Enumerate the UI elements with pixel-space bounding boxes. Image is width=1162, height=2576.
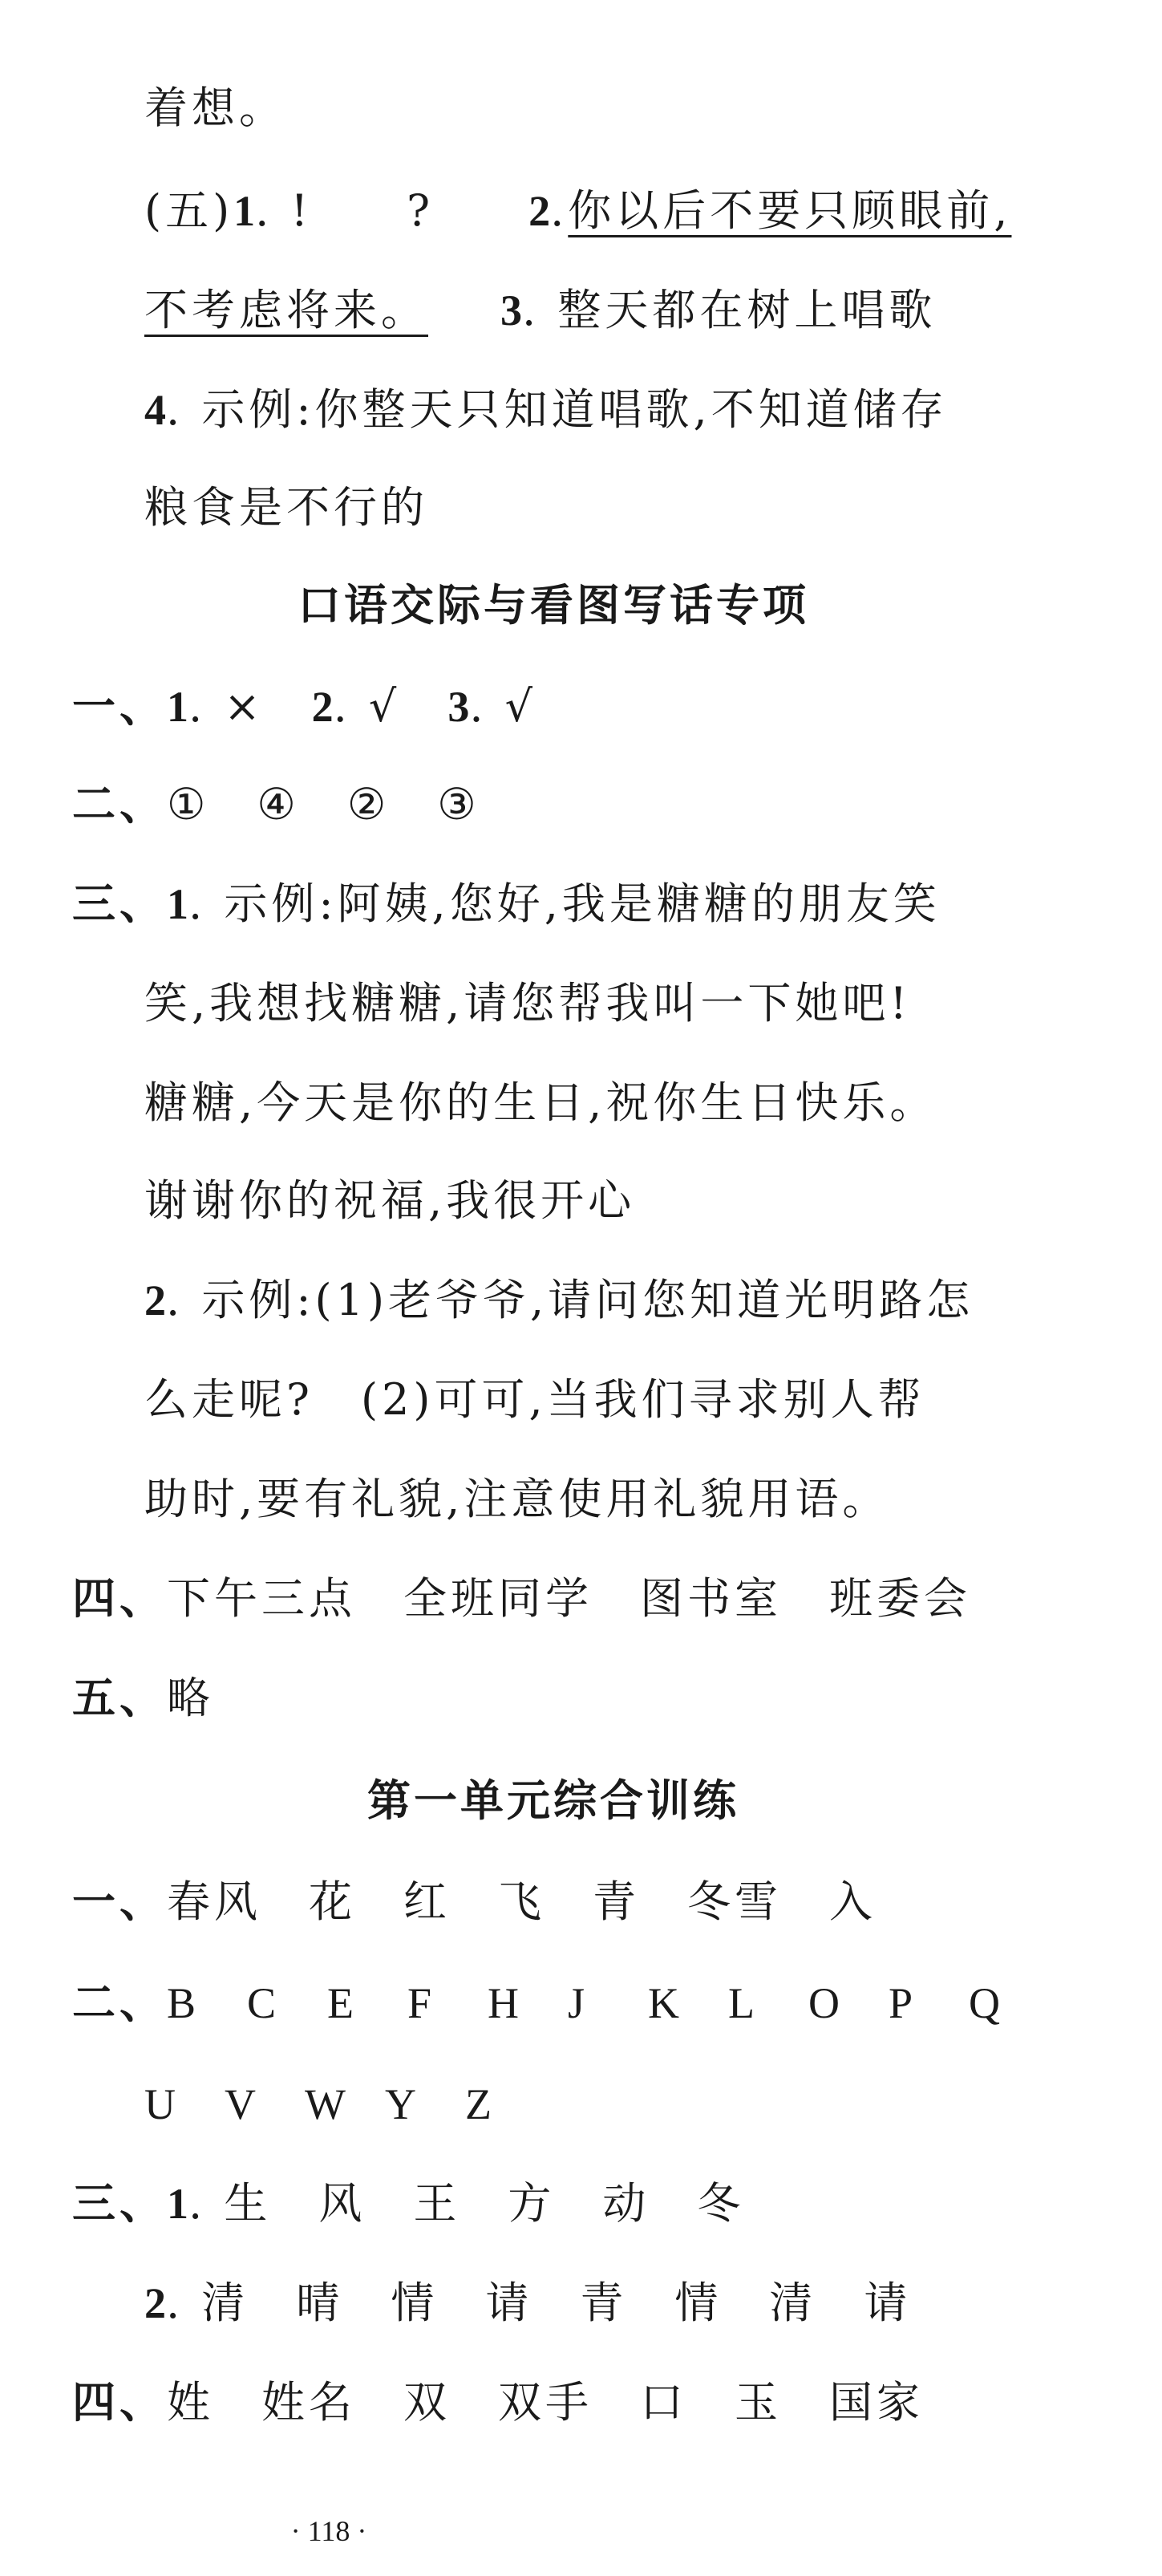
- text-line: [144, 1173, 635, 1229]
- text: 着想。: [144, 83, 286, 133]
- text-line: [144, 2076, 545, 2132]
- text-line: [144, 2275, 911, 2331]
- section-heading: 第一单元综合训练: [367, 1775, 739, 1826]
- item-number: 1: [167, 2180, 188, 2228]
- item-number: 1: [167, 880, 188, 928]
- letter-item: O: [808, 1979, 840, 2027]
- letter-item: Y: [385, 2080, 416, 2128]
- text: . ! ?: [255, 185, 529, 236]
- text: . ×: [188, 681, 312, 732]
- item-number: 2: [144, 1276, 166, 1325]
- text-line: [144, 382, 948, 438]
- text: 粮食是不行的: [144, 482, 428, 533]
- text: . 示例:你整天只知道唱歌,不知道储存: [166, 384, 948, 435]
- item-number: 4: [144, 386, 166, 434]
- text: 略: [167, 1673, 214, 1723]
- text-line: [72, 1670, 214, 1726]
- text-line: [72, 1874, 877, 1930]
- text-line: [72, 1571, 971, 1627]
- text: 笑,我想找糖糖,请您帮我叫一下她吧!: [144, 978, 912, 1028]
- item-number: 2: [311, 683, 334, 731]
- section-marker: 一、: [72, 1876, 167, 1927]
- text: . 整天都在树上唱歌: [522, 285, 937, 335]
- section-marker: 二、: [72, 779, 167, 830]
- text-line: [72, 679, 536, 735]
- text: 么走呢? (2)可可,当我们寻求别人帮: [144, 1374, 925, 1425]
- page-number: · 118 ·: [290, 2515, 367, 2547]
- item-number: 2: [528, 187, 551, 235]
- text-line: [144, 183, 1011, 239]
- letter-list: [144, 2076, 545, 2132]
- item-number: 1: [233, 187, 256, 235]
- underlined-text: 不考虑将来。: [144, 285, 428, 335]
- text-line: [72, 876, 941, 932]
- letter-item: B: [167, 1979, 196, 2027]
- section-marker: 二、: [72, 1978, 167, 2028]
- text: .: [550, 185, 569, 236]
- text-line: [72, 2176, 744, 2232]
- text: . 示例:阿姨,您好,我是糖糖的朋友笑: [188, 878, 941, 929]
- item-number: 3: [447, 683, 470, 731]
- text: . 生 风 王 方 动 冬: [188, 2178, 745, 2229]
- letter-item: E: [327, 1979, 354, 2027]
- text: 助时,要有礼貌,注意使用礼貌用语。: [144, 1474, 890, 1524]
- text-line: [144, 282, 936, 339]
- text: ① ④ ② ③: [167, 779, 480, 830]
- letter-item: K: [648, 1979, 679, 2027]
- underlined-text: 你以后不要只顾眼前,: [568, 185, 1012, 236]
- text-line: [144, 1272, 974, 1329]
- section-marker: 三、: [72, 878, 167, 929]
- letter-item: V: [225, 2080, 256, 2128]
- text-line: [144, 1372, 925, 1428]
- section-marker: 四、: [72, 1573, 167, 1624]
- letter-item: F: [407, 1979, 432, 2027]
- letter-item: U: [144, 2080, 176, 2128]
- section-marker: 四、: [72, 2377, 167, 2428]
- section-heading: 口语交际与看图写话专项: [298, 580, 809, 631]
- text-line: [144, 976, 911, 1032]
- text: 糖糖,今天是你的生日,祝你生日快乐。: [144, 1077, 937, 1128]
- text: (五): [144, 185, 234, 236]
- text: 谢谢你的祝福,我很开心: [144, 1175, 636, 1226]
- section-marker: 一、: [72, 681, 167, 732]
- letter-item: W: [305, 2080, 346, 2128]
- item-number: 1: [167, 683, 188, 731]
- item-number: 3: [500, 286, 522, 335]
- section-marker: 三、: [72, 2178, 167, 2229]
- text: . √: [469, 681, 537, 732]
- text-line: [72, 2375, 924, 2431]
- text: 下午三点 全班同学 图书室 班委会: [167, 1573, 971, 1624]
- letter-item: J: [568, 1979, 585, 2027]
- text-line: [144, 80, 286, 136]
- text: 春风 花 红 飞 青 冬雪 入: [167, 1876, 877, 1927]
- letter-item: L: [728, 1979, 755, 2027]
- text-line: [144, 1471, 889, 1527]
- item-number: 2: [144, 2279, 166, 2327]
- section-marker: 五、: [72, 1673, 167, 1723]
- text: . 清 晴 情 请 青 情 清 请: [166, 2278, 912, 2328]
- letter-item: Z: [465, 2080, 492, 2128]
- text: 姓 姓名 双 双手 口 玉 国家: [167, 2377, 924, 2428]
- text-line: [144, 480, 428, 536]
- letter-item: H: [488, 1979, 519, 2027]
- text: . 示例:(1)老爷爷,请问您知道光明路怎: [166, 1275, 974, 1325]
- letter-item: P: [889, 1979, 913, 2027]
- text: . √: [333, 681, 448, 732]
- text-line: [72, 777, 480, 833]
- letter-list: [167, 1975, 1049, 2031]
- text-line: [144, 1075, 937, 1131]
- letter-item: C: [247, 1979, 277, 2027]
- text-line: [72, 1975, 1049, 2031]
- letter-item: Q: [969, 1979, 1000, 2027]
